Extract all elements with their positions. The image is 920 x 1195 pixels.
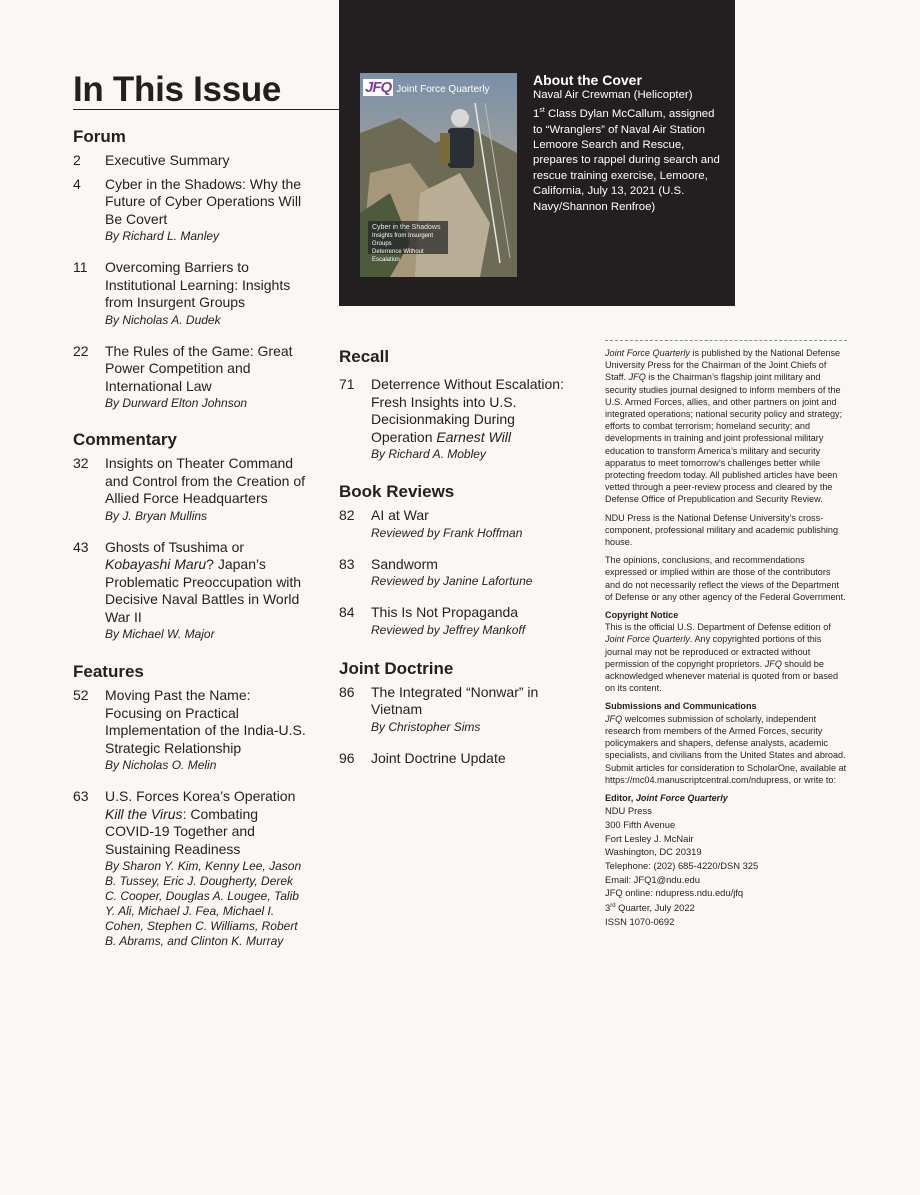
article-title: Sandworm <box>371 555 438 572</box>
about-heading: About the Cover <box>533 72 642 88</box>
title-italic-part: Kill the Virus <box>105 805 183 822</box>
article-author: By Nicholas O. Melin <box>105 758 217 772</box>
address-line: NDU Press <box>605 805 652 817</box>
article-title <box>105 788 308 858</box>
page-number: 63 <box>73 788 89 804</box>
jfq-logo: JFQ <box>365 79 392 96</box>
section-heading-forum: Forum <box>73 127 126 146</box>
jfq-abbrev: JFQ <box>764 658 782 669</box>
article-title: This Is Not Propaganda <box>371 604 519 620</box>
editor-heading-italic: Joint Force Quarterly <box>635 792 728 803</box>
copyright-text <box>605 621 847 694</box>
title-italic-part: Kobayashi Maru <box>105 556 207 572</box>
section-heading-commentary: Commentary <box>73 430 177 449</box>
toc-entry[interactable] <box>73 455 308 524</box>
cover-caption-sub2: Deterrence Without Escalation <box>372 249 424 263</box>
toc-entry[interactable] <box>73 788 308 949</box>
article-author: By Michael W. Major <box>105 627 215 641</box>
toc-entry[interactable] <box>339 376 577 462</box>
masthead-column <box>605 340 847 929</box>
article-title: Insights on Theater Command and Control from the Creation of Allied Force Headquarters <box>105 455 305 506</box>
jfq-name-italic: Joint Force Quarterly <box>605 348 690 358</box>
toc-entry[interactable] <box>339 507 577 541</box>
copyright-part: This is the official U.S. Department of Defense edition of <box>605 622 831 633</box>
cover-caption-sub1: Insights from Insurgent Groups <box>372 233 434 247</box>
quarter-ordinal: rd <box>610 903 616 910</box>
page-number: 86 <box>339 683 355 700</box>
page-number: 84 <box>339 604 355 620</box>
editor-heading <box>605 792 847 804</box>
section-heading-features: Features <box>73 662 144 681</box>
page-title: In This Issue <box>73 70 282 109</box>
article-title: Moving Past the Name: Focusing on Practical Implementation of the India-U.S. Strategic Relationship <box>105 687 306 756</box>
issue-date <box>605 900 847 915</box>
article-title: Overcoming Barriers to Institutional Learning: Insights from Insurgent Groups <box>105 259 291 310</box>
publisher-statement <box>605 347 847 506</box>
opinions-disclaimer: The opinions, conclusions, and recommendations expressed or implied within are those of the contributors and do not necessarily reflect the views of the Department of Defense or any other agency of the Federal Government. <box>605 555 846 602</box>
toc-entry[interactable] <box>73 259 308 328</box>
about-ordinal-num: 1 <box>533 108 540 121</box>
article-title <box>105 539 308 627</box>
article-title: Executive Summary <box>105 152 230 168</box>
about-the-cover <box>533 72 723 215</box>
article-author: Reviewed by Jeffrey Mankoff <box>371 622 526 637</box>
title-part: ? Japan’s Problematic Preoccupation with Decisive Naval Battles in World War II <box>105 556 302 625</box>
title-part: Deterrence Without Escalation: Fresh Insights into U.S. Decisionmaking During Operation <box>371 376 564 445</box>
article-author: By Nicholas A. Dudek <box>105 312 221 327</box>
about-line2-rest: Class Dylan McCallum, <box>544 108 666 121</box>
quarter-text: Quarter, July 2022 <box>615 902 695 914</box>
title-part: : Combating COVID-19 Together and Sustaining Readiness <box>105 805 259 857</box>
copyright-part: . Any copyrighted portions of this journal may not be reproduced or extracted without permission of the copyright proprietors. <box>605 634 822 669</box>
article-title <box>371 376 577 446</box>
editor-heading-part: Editor, <box>605 792 636 803</box>
title-rule <box>73 109 339 110</box>
submissions-part: welcomes submission of scholarly, independent research from members of the Armed Forces, security policymakers and shapers, defense analysts, academic specialists, and civilians from the United States and abroad. Submit articles for consideration to ScholarOne, available at https://mc04.manuscriptcentral.com/ndupress, or write to: <box>605 713 847 785</box>
article-title: Joint Doctrine Update <box>371 749 506 766</box>
page-number: 11 <box>73 259 88 275</box>
publisher-text: is published by the National Defense University Press for the Chairman of the Joint Chiefs of Staff. <box>605 348 841 383</box>
article-author: Reviewed by Frank Hoffman <box>371 525 523 540</box>
toc-entry[interactable] <box>73 176 308 245</box>
page-number: 43 <box>73 538 89 555</box>
article-title: The Integrated “Nonwar” in Vietnam <box>371 683 539 717</box>
about-line1: Naval Air Crewman (Helicopter) <box>533 89 693 101</box>
copyright-heading: Copyright Notice <box>605 610 679 621</box>
email-link[interactable]: Email: JFQ1@ndu.edu <box>605 873 700 885</box>
title-part: U.S. Forces Korea’s Operation <box>105 788 296 804</box>
cover-caption-box <box>368 221 448 263</box>
cover-caption-title: Cyber in the Shadows <box>372 224 441 231</box>
article-author: By Richard L. Manley <box>105 229 220 243</box>
title-italic-part: Earnest Will <box>436 428 511 445</box>
section-heading-recall: Recall <box>339 347 390 366</box>
jfq-name-italic: Joint Force Quarterly <box>605 634 690 645</box>
issn: ISSN 1070-0692 <box>605 915 675 927</box>
address-line: 300 Fifth Avenue <box>605 818 676 830</box>
submissions-heading: Submissions and Communications <box>605 701 757 712</box>
article-author: By Sharon Y. Kim, Kenny Lee, Jason B. Tussey, Eric J. Dougherty, Derek C. Cooper, Douglas A. Lougee, Talib Y. Ali, Michael J. Fea, Michael I. Cohen, Stephen C. Williams, Robert B. Abrams, and Clinton K. Murray <box>105 859 302 948</box>
about-rest: assigned to “Wranglers” of Naval Air Station Lemoore Search and Rescue, prepares to rappel during search and rescue training exercise, Lemoore, California, July 13, 2021 (U.S. Navy/Shannon Renfroe) <box>533 108 720 213</box>
ndu-press-statement: NDU Press is the National Defense University’s cross-component, professional military and academic publishing house. <box>605 512 839 548</box>
about-text <box>533 88 723 215</box>
cover-panel <box>339 0 735 306</box>
toc-entry[interactable] <box>73 152 308 170</box>
page-number: 82 <box>339 507 355 523</box>
article-title: Cyber in the Shadows: Why the Future of Cyber Operations Will Be Covert <box>105 175 302 227</box>
article-author: By Christopher Sims <box>371 719 481 734</box>
toc-left-column <box>73 127 308 949</box>
article-author: By Richard A. Mobley <box>371 447 486 461</box>
submissions-text <box>605 713 847 786</box>
address-line: Fort Lesley J. McNair <box>605 832 694 844</box>
toc-entry[interactable] <box>73 687 308 773</box>
publisher-text: is the Chairman’s flagship joint military and security studies journal designed to inform members of the U.S. Armed Forces, allies, and other partners on joint and integrated operations; national security policy and strategy; efforts to combat terrorism; homeland security; and developments in training and joint professional military education to transform America’s military and security apparatus to meet tomorrow’s challenges better while protecting freedom today. All published articles have been vetted through a peer-review process and cleared by the Defense Office of Prepublication and Security Review. <box>605 372 843 505</box>
website-link[interactable]: JFQ online: ndupress.ndu.edu/jfq <box>605 887 744 899</box>
jfq-abbrev: JFQ <box>605 713 623 724</box>
section-heading-joint-doctrine: Joint Doctrine <box>339 658 454 678</box>
copyright-part: should be acknowledged whenever material is quoted from or based on its content. <box>605 658 839 694</box>
telephone-line: Telephone: (202) 685-4220/DSN 325 <box>605 859 759 871</box>
page-number: 4 <box>73 175 81 192</box>
article-author: By Durward Elton Johnson <box>105 396 248 410</box>
quarter-number: 3 <box>605 902 611 914</box>
toc-entry[interactable] <box>73 343 308 412</box>
article-title: AI at War <box>371 507 429 523</box>
toc-entry[interactable] <box>73 539 308 643</box>
toc-entry[interactable] <box>339 556 577 590</box>
cover-masthead-title: Joint Force Quarterly <box>396 84 490 95</box>
about-ordinal-sup: st <box>539 107 545 115</box>
section-heading-book-reviews: Book Reviews <box>339 482 455 501</box>
page-number: 32 <box>73 455 89 471</box>
toc-entry[interactable] <box>339 684 577 735</box>
page-number: 22 <box>73 342 89 359</box>
page-number: 52 <box>73 687 89 703</box>
page-number: 83 <box>339 555 355 572</box>
cover-image <box>360 73 517 277</box>
page-number: 2 <box>73 152 81 168</box>
page-number: 96 <box>339 749 355 766</box>
toc-middle-column <box>339 347 577 767</box>
dashed-divider <box>605 340 847 341</box>
article-author: Reviewed by Janine Lafortune <box>371 574 533 588</box>
jfq-abbrev: JFQ <box>628 372 646 383</box>
toc-entry[interactable] <box>339 604 577 638</box>
cover-masthead <box>360 73 517 103</box>
toc-entry[interactable] <box>339 750 577 768</box>
article-title: The Rules of the Game: Great Power Competition and International Law <box>105 342 293 394</box>
title-part: Ghosts of Tsushima or <box>105 538 245 555</box>
article-author: By J. Bryan Mullins <box>105 508 208 523</box>
page-number: 71 <box>339 376 355 392</box>
address-line: Washington, DC 20319 <box>605 846 702 858</box>
